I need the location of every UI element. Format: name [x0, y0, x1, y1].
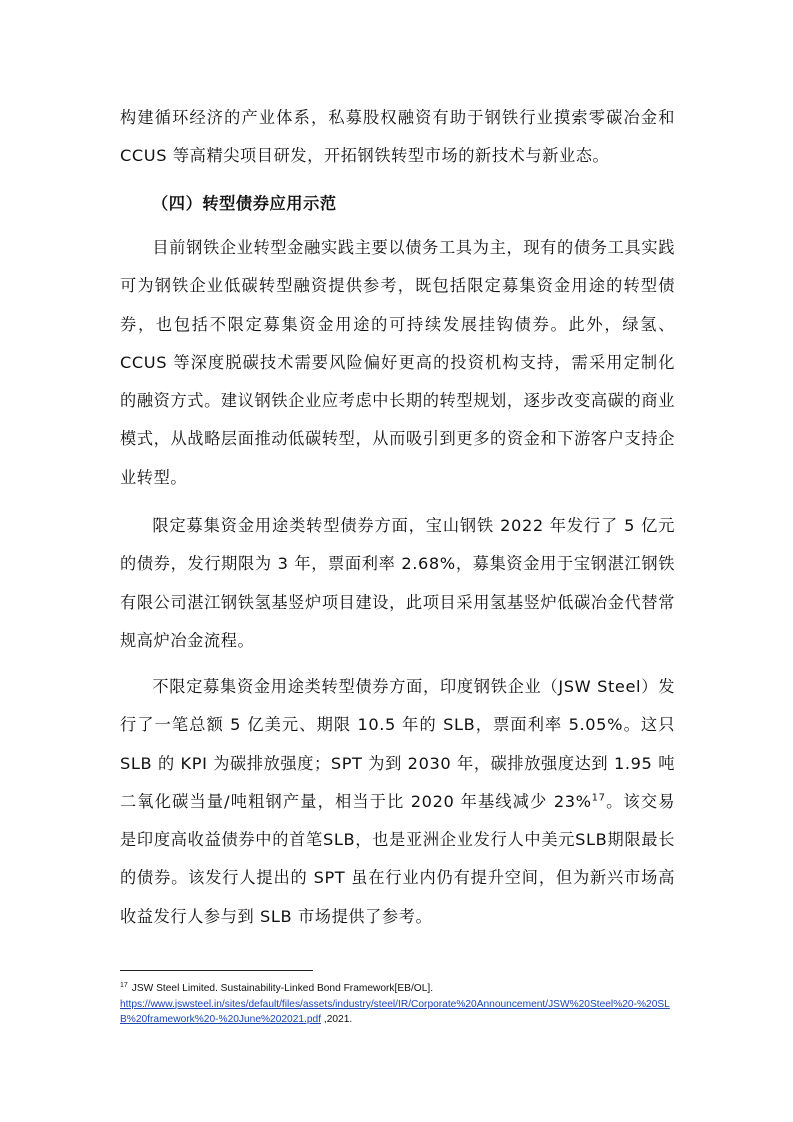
- footnote-reference[interactable]: 17: [591, 792, 606, 804]
- footnote-divider: [120, 970, 313, 971]
- paragraph-1: 构建循环经济的产业体系，私募股权融资有助于钢铁行业摸索零碳冶金和 CCUS 等高精尖项目研发，开拓钢铁转型市场的新技术与新业态。: [120, 108, 675, 166]
- footnote-number: 17: [120, 981, 128, 989]
- footnote-text: JSW Steel Limited. Sustainability-Linked Bond Framework[EB/OL].: [131, 983, 434, 994]
- footnote: [120, 981, 680, 1028]
- footnote-suffix: ,2021.: [321, 1014, 353, 1025]
- paragraph-4-text-a: 不限定募集资金用途类转型债券方面，印度钢铁企业（JSW Steel）发行了一笔总额 5 亿美元、期限 10.5 年的 SLB，票面利率 5.05%。这只 SLB 的 KPI 为碳排放强度；SPT 为到 2030 年，碳排放强度达到 1.95 吨二氧化碳当量/吨粗钢产量，相当于比 2020 年基线减少 23%: [120, 677, 675, 811]
- footnote-link[interactable]: https://www.jswsteel.in/sites/default/files/assets/industry/steel/IR/Corporate%20Announcement/JSW%20Steel%20-%20SLB%20framework%20-%20June%202021.pdf: [120, 998, 670, 1025]
- section-heading: （四）转型债券应用示范: [152, 194, 337, 213]
- paragraph-3: 限定募集资金用途类转型债券方面，宝山钢铁 2022 年发行了 5 亿元的债券，发行期限为 3 年，票面利率 2.68%，募集资金用于宝钢湛江钢铁有限公司湛江钢铁氢基竖炉项目建设，此项目采用氢基竖炉低碳冶金代替常规高炉冶金流程。: [120, 516, 675, 650]
- paragraph-4-text-b: 。该交易是印度高收益债券中的首笔SLB，也是亚洲企业发行人中美元SLB期限最长的债券。该发行人提出的 SPT 虽在行业内仍有提升空间，但为新兴市场高收益发行人参与到 SLB 市场提供了参考。: [120, 791, 676, 926]
- paragraph-4: [120, 668, 675, 936]
- paragraph-2: 目前钢铁企业转型金融实践主要以债务工具为主，现有的债务工具实践可为钢铁企业低碳转型融资提供参考，既包括限定募集资金用途的转型债券，也包括不限定募集资金用途的可持续发展挂钩债券。此外，绿氢、CCUS 等深度脱碳技术需要风险偏好更高的投资机构支持，需采用定制化的融资方式。建议钢铁企业应考虑中长期的转型规划，逐步改变高碳的商业模式，从战略层面推动低碳转型，从而吸引到更多的资金和下游客户支持企业转型。: [120, 238, 675, 487]
- paragraph-4-block: [120, 668, 675, 936]
- paragraph-1-block: [120, 99, 675, 176]
- paragraph-3-block: [120, 507, 675, 660]
- paragraph-2-block: [120, 229, 675, 497]
